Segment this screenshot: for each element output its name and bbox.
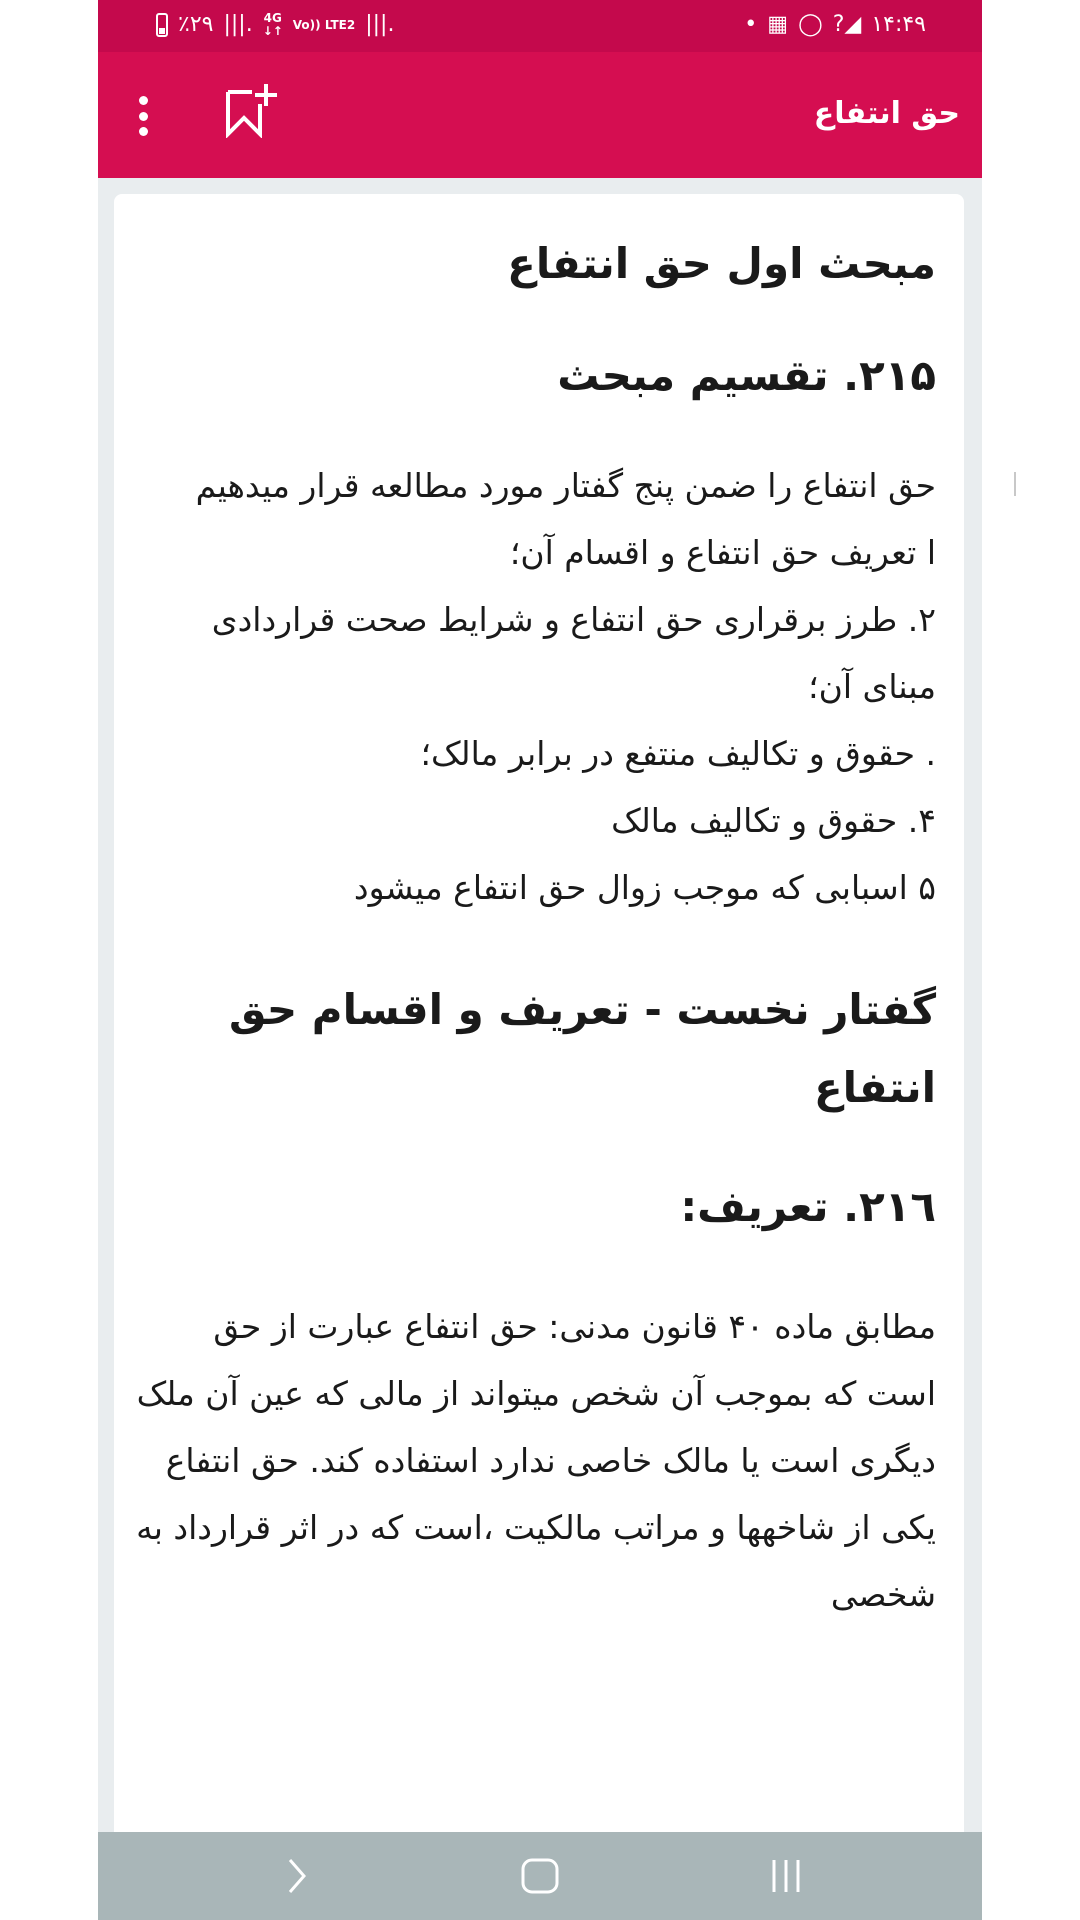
dot-icon: • — [744, 12, 758, 37]
network-volte: Vo)) LTE2 — [292, 17, 356, 32]
battery-icon — [156, 13, 168, 37]
content-card — [114, 194, 964, 1920]
app-bar — [98, 52, 982, 178]
signal-icon-2: |||. — [365, 12, 395, 37]
article-content — [136, 234, 936, 1678]
calendar-icon: ▦ — [767, 12, 789, 37]
intro-line: ۲. طرز برقراری حق انتفاع و شرایط صحت قراردادی مبنای آن؛ — [211, 600, 936, 706]
intro-line: ا تعریف حق انتفاع و اقسام آن؛ — [509, 533, 936, 572]
status-bar — [98, 0, 982, 52]
scroll-indicator[interactable] — [1014, 472, 1016, 496]
subsection-heading: ۲۱۵. تقسیم مبحث — [557, 351, 936, 400]
phone-screen — [98, 0, 982, 1920]
status-time: ۱۴:۴۹ — [871, 12, 926, 37]
app-title: حق انتفاع — [813, 96, 960, 131]
recents-icon[interactable] — [756, 1854, 816, 1898]
signal-icon: |||. — [223, 12, 253, 37]
intro-line: . حقوق و تکالیف منتفع در برابر مالک؛ — [420, 734, 936, 773]
navigation-bar — [98, 1832, 982, 1920]
more-vert-icon[interactable] — [128, 92, 158, 140]
intro-line: ۴. حقوق و تکالیف مالک — [611, 801, 936, 840]
status-right-group — [744, 10, 926, 40]
definition-paragraph: مطابق ماده ۴۰ قانون مدنی: حق انتفاع عبارت از حق است که بموجب آن شخص میتواند از مالی که عین آن ملک دیگری است یا مالک خاصی ندارد استفاده کند. حق انتفاع یکی از شاخهها و مراتب مالکیت ،است که در اثر قرارداد به شخصی — [136, 1307, 936, 1614]
intro-line: حق انتفاع را ضمن پنج گفتار مورد مطالعه قرار میدهیم — [195, 466, 936, 505]
definition-heading: ۲۱٦. تعریف: — [680, 1182, 936, 1231]
bookmark-add-icon[interactable] — [224, 82, 278, 138]
network-4g: 4G ↓↑ — [262, 11, 283, 38]
chapter-heading: گفتار نخست - تعریف و اقسام حق انتفاع — [229, 985, 936, 1112]
whatsapp-icon: ◯ — [798, 12, 823, 37]
battery-percent: ٪۲۹ — [178, 12, 214, 37]
home-icon[interactable] — [510, 1854, 570, 1898]
intro-paragraph — [136, 452, 936, 921]
section-heading: مبحث اول حق انتفاع — [507, 239, 936, 288]
chevron-icon[interactable] — [266, 1854, 326, 1898]
status-left-group — [156, 10, 394, 40]
no-signal-icon: ?◢ — [832, 12, 862, 37]
intro-line: ۵ اسبابی که موجب زوال حق انتفاع میشود — [353, 868, 936, 907]
